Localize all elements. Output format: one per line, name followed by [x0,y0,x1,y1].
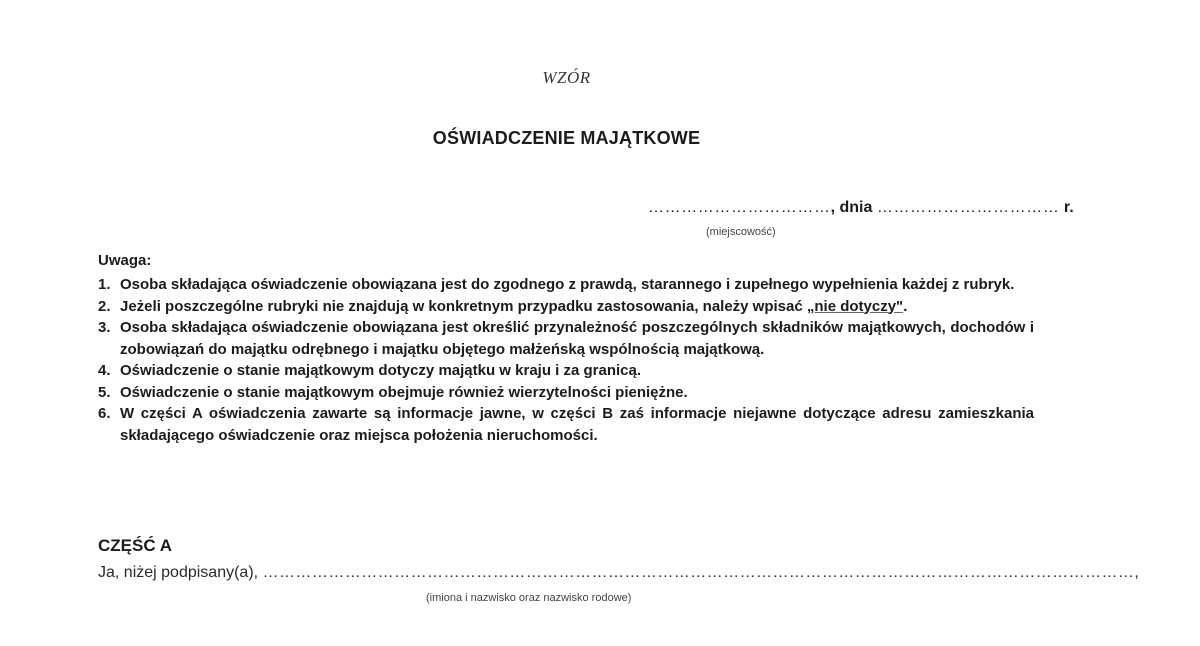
note-number: 1. [98,276,111,293]
note-text: Osoba składająca oświadczenie obowiązana jest do zgodnego z prawdą, starannego i zupełnego wypełnienia każdej z rubryk. [120,276,1015,293]
note-item [98,403,1034,446]
note-text: W części A oświadczenia zawarte są informacje jawne, w części B zaś informacje niejawne dotyczące adresu zamieszkania składającego oświadczenie oraz miejsca położenia nieruchomości. [120,405,1034,444]
declaration-label: Ja, niżej podpisany(a), [98,564,263,581]
note-item [98,317,1034,360]
note-number: 3. [98,319,111,336]
name-caption: (imiona i nazwisko oraz nazwisko rodowe) [426,592,632,604]
note-text: Oświadczenie o stanie majątkowym obejmuje również wierzytelności pieniężne. [120,383,688,401]
notes-heading: Uwaga: [98,252,152,269]
note-item [98,274,1034,296]
note-item [98,296,1034,318]
place-field[interactable]: …………………………… [648,199,831,216]
document-title: OŚWIADCZENIE MAJĄTKOWE [432,128,701,148]
note-text-end: . [903,297,908,315]
place-date-line [648,199,1074,217]
note-number: 2. [98,297,111,315]
dnia-label: , dnia [830,199,873,216]
note-item [98,382,1034,404]
part-a-heading: CZĘŚĆ A [98,536,172,555]
notes-list [98,274,1034,446]
note-number: 6. [98,405,111,422]
not-applicable-phrase: „nie dotyczy" [806,297,904,315]
note-text: Osoba składająca oświadczenie obowiązana jest określić przynależność poszczególnych składników majątkowych, dochodów i zobowiązań do majątku odrębnego i majątku objętego małżeńską wspólnością majątkową. [120,319,1034,358]
declaration-line [98,564,1139,582]
declaration-suffix: , [1134,564,1139,581]
note-text: Jeżeli poszczególne rubryki nie znajdują w konkretnym przypadku zastosowania, należy wpisać [120,297,807,315]
note-number: 4. [98,362,111,379]
year-suffix: r. [1063,199,1074,216]
template-label: WZÓR [542,68,591,87]
place-caption: (miejscowość) [706,226,776,238]
note-item [98,360,1034,382]
note-number: 5. [98,383,111,401]
date-field[interactable]: …………………………… [876,199,1060,216]
name-field[interactable]: …………………………………………………………………………………………………………………………………………… [262,564,1135,581]
note-text: Oświadczenie o stanie majątkowym dotyczy majątku w kraju i za granicą. [120,362,642,379]
